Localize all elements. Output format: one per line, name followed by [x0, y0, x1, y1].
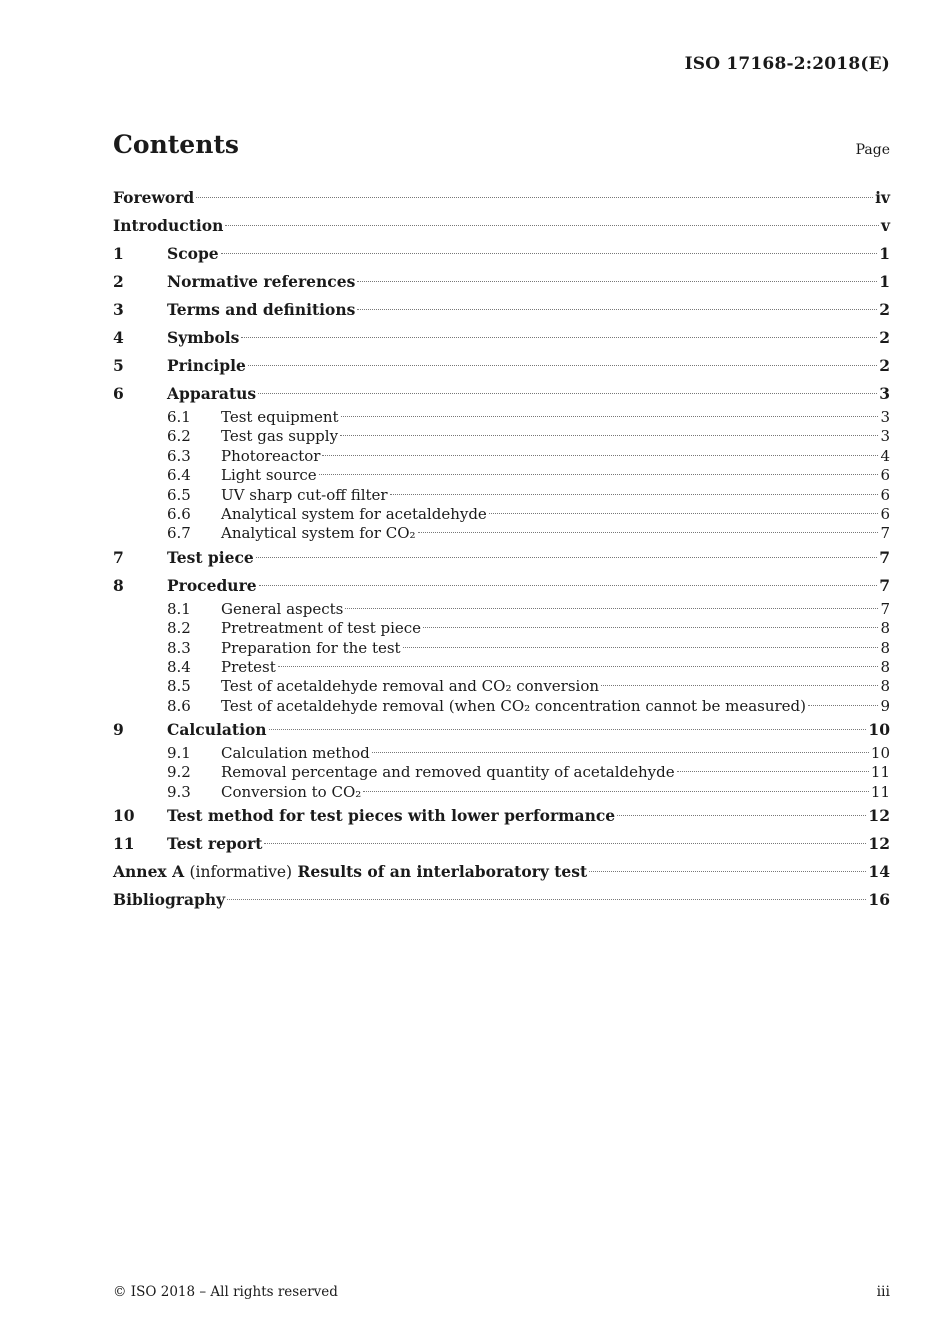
dot-leader — [489, 513, 879, 514]
dot-leader — [258, 393, 877, 394]
toc-entry-number: 8.2 — [167, 619, 191, 638]
toc-entry-page: 11 — [870, 782, 890, 801]
toc-entry-page: 6 — [880, 504, 890, 523]
toc-entry-clause[interactable] — [113, 324, 890, 352]
dot-leader — [390, 494, 879, 495]
toc-entry-number: 8.5 — [167, 677, 191, 696]
document-id: ISO 17168-2:2018(E) — [684, 54, 890, 74]
toc-entry-subclause[interactable] — [113, 505, 890, 524]
dot-leader — [221, 253, 878, 254]
toc-entry-label: Symbols — [167, 328, 240, 347]
toc-entry-clause[interactable] — [113, 268, 890, 296]
toc-entry-label: General aspects — [221, 599, 344, 618]
toc-entry-label: Test piece — [167, 547, 254, 567]
toc-entry-page: 12 — [868, 834, 890, 854]
toc-entry-page: 14 — [868, 862, 890, 882]
dot-leader — [677, 771, 869, 772]
copyright-notice: © ISO 2018 – All rights reserved — [113, 1284, 338, 1300]
toc-entry-label: Test of acetaldehyde removal and CO₂ conversion — [221, 677, 600, 696]
toc-entry-page: 16 — [868, 890, 890, 910]
toc-entry-number: 8.1 — [167, 599, 191, 618]
toc-entry-clause[interactable] — [113, 380, 890, 408]
toc-entry-page: 8 — [880, 638, 890, 657]
toc-entry-page: 10 — [870, 744, 890, 763]
toc-entry-label: Test equipment — [221, 408, 339, 426]
toc-entry-number: 8.4 — [167, 657, 191, 676]
toc-entry-number: 11 — [113, 834, 135, 854]
toc-entry-number: 8.6 — [167, 696, 191, 715]
toc-entry-label: Normative references — [167, 272, 356, 291]
dot-leader — [345, 608, 878, 609]
toc-entry-label: Analytical system for CO₂ — [221, 524, 416, 543]
dot-leader — [363, 791, 869, 792]
toc-clauses — [113, 240, 890, 858]
toc-entry-subclause[interactable] — [113, 639, 890, 658]
dot-leader — [403, 647, 879, 648]
toc-entry-number: 6.2 — [167, 427, 191, 446]
toc-entry-number: 3 — [113, 300, 124, 319]
toc-entry-label: Pretreatment of test piece — [221, 619, 422, 638]
toc-entry-label: Removal percentage and removed quantity of acetaldehyde — [221, 763, 675, 782]
toc-entry-number: 6 — [113, 384, 124, 403]
toc-entry-number: 5 — [113, 356, 124, 375]
toc-entry-number: 4 — [113, 328, 124, 347]
toc-entry-subclause[interactable] — [113, 524, 890, 543]
toc-entry-page: 1 — [879, 272, 890, 291]
toc-entry-label: Apparatus — [167, 384, 257, 403]
toc-heading — [113, 130, 890, 170]
toc-entry-label: Test gas supply — [221, 427, 339, 446]
toc-entry-page: 8 — [880, 677, 890, 696]
toc-entry-subclause[interactable] — [113, 744, 890, 763]
toc-entry-number: 9.3 — [167, 782, 191, 801]
annex-title: Results of an interlaboratory test — [297, 862, 588, 882]
page-number: iii — [876, 1284, 890, 1300]
toc-entry-label: Analytical system for acetaldehyde — [221, 504, 487, 523]
toc-entry-page: 1 — [879, 244, 890, 263]
toc-entry-page: 2 — [879, 300, 890, 319]
dot-leader — [589, 871, 866, 872]
toc-entry-page: 6 — [880, 485, 890, 504]
toc-entry-label: Principle — [167, 356, 246, 375]
toc-entry-number: 6.4 — [167, 466, 191, 485]
toc-entry-page: 10 — [868, 720, 890, 740]
toc-entry-page: 9 — [880, 696, 890, 715]
toc-entry-label: Foreword — [113, 188, 195, 207]
toc-entry-page: 4 — [880, 446, 890, 465]
table-of-contents — [113, 184, 890, 914]
toc-entry-number: 1 — [113, 244, 124, 263]
dot-leader — [372, 752, 869, 753]
toc-entry-clause[interactable] — [113, 352, 890, 380]
toc-entry-annex-a[interactable] — [113, 858, 890, 886]
toc-entry-number: 6.5 — [167, 485, 191, 504]
toc-entry-subclause[interactable] — [113, 619, 890, 638]
toc-entry-clause[interactable] — [113, 240, 890, 268]
toc-entry-label: Test method for test pieces with lower performance — [167, 806, 616, 826]
dot-leader — [319, 474, 879, 475]
toc-entry-label: Introduction — [113, 216, 224, 235]
toc-entry-label: Scope — [167, 244, 219, 263]
toc-entry-page: 7 — [880, 599, 890, 618]
toc-entry-foreword[interactable] — [113, 184, 890, 212]
toc-page-column-label: Page — [855, 142, 890, 158]
dot-leader — [264, 843, 866, 844]
dot-leader — [196, 197, 873, 198]
dot-leader — [617, 815, 866, 816]
toc-entry-number: 7 — [113, 547, 124, 567]
toc-entry-label: Procedure — [167, 575, 257, 595]
toc-entry-number: 8 — [113, 575, 124, 595]
toc-entry-page: 8 — [880, 619, 890, 638]
toc-entry-label: Test of acetaldehyde removal (when CO₂ concentration cannot be measured) — [221, 696, 807, 715]
toc-entry-page: 3 — [880, 408, 890, 426]
toc-entry-number: 6.3 — [167, 446, 191, 465]
toc-entry-bibliography[interactable] — [113, 886, 890, 914]
dot-leader — [269, 729, 867, 730]
toc-entry-number: 10 — [113, 806, 135, 826]
toc-entry-page: 8 — [880, 657, 890, 676]
toc-entry-label: UV sharp cut-off filter — [221, 485, 388, 504]
toc-entry-clause[interactable] — [113, 716, 890, 744]
toc-entry-page: 7 — [879, 547, 890, 567]
toc-entry-label: Preparation for the test — [221, 638, 401, 657]
toc-entry-page: v — [880, 216, 890, 235]
toc-entry-number: 2 — [113, 272, 124, 291]
dot-leader — [340, 435, 878, 436]
dot-leader — [357, 281, 877, 282]
toc-entry-number: 6.6 — [167, 504, 191, 523]
toc-entry-label: Pretest — [221, 657, 276, 676]
toc-entry-number: 8.3 — [167, 638, 191, 657]
toc-entry-subclause[interactable] — [113, 658, 890, 677]
dot-leader — [259, 585, 878, 586]
dot-leader — [256, 557, 877, 558]
toc-entry-label: Bibliography — [113, 890, 226, 910]
dot-leader — [241, 337, 877, 338]
toc-entry-clause[interactable] — [113, 544, 890, 572]
dot-leader — [278, 666, 879, 667]
toc-entry-label: Terms and definitions — [167, 300, 356, 319]
toc-entry-subclause[interactable] — [113, 677, 890, 696]
toc-entry-page: 6 — [880, 466, 890, 485]
toc-title: Contents — [113, 130, 240, 159]
dot-leader — [357, 309, 877, 310]
toc-entry-subclause[interactable] — [113, 600, 890, 619]
toc-entry-subclause[interactable] — [113, 427, 890, 446]
toc-entry-page: 12 — [868, 806, 890, 826]
toc-entry-label: Conversion to CO₂ — [221, 782, 362, 801]
annex-prefix: Annex A — [113, 862, 185, 882]
toc-entry-page: 2 — [879, 356, 890, 375]
toc-entry-clause[interactable] — [113, 296, 890, 324]
toc-entry-clause[interactable] — [113, 572, 890, 600]
toc-entry-page: 7 — [879, 575, 890, 595]
dot-leader — [418, 532, 879, 533]
toc-entry-page: 7 — [880, 524, 890, 543]
toc-entry-page: 11 — [870, 763, 890, 782]
toc-entry-page: iv — [875, 188, 890, 207]
toc-entry-subclause[interactable] — [113, 697, 890, 716]
toc-entry-clause[interactable] — [113, 802, 890, 830]
toc-entry-subclause[interactable] — [113, 486, 890, 505]
toc-entry-subclause[interactable] — [113, 763, 890, 782]
dot-leader — [808, 705, 878, 706]
toc-entry-number: 6.1 — [167, 408, 191, 426]
toc-entry-page: 2 — [879, 328, 890, 347]
toc-entry-label: Test report — [167, 834, 263, 854]
dot-leader — [601, 685, 878, 686]
toc-entry-subclause[interactable] — [113, 466, 890, 485]
dot-leader — [423, 627, 878, 628]
dot-leader — [248, 365, 877, 366]
toc-entry-number: 6.7 — [167, 524, 191, 543]
dot-leader — [341, 416, 879, 417]
toc-entry-subclause[interactable] — [113, 408, 890, 427]
toc-entry-label: Photoreactor — [221, 446, 321, 465]
toc-entry-number: 9 — [113, 720, 124, 740]
toc-entry-introduction[interactable] — [113, 212, 890, 240]
toc-entry-number: 9.1 — [167, 744, 191, 763]
toc-entry-page: 3 — [880, 427, 890, 446]
toc-entry-label: Light source — [221, 466, 317, 485]
annex-qualifier: (informative) — [189, 863, 293, 882]
dot-leader — [225, 225, 879, 226]
toc-entry-label: Calculation method — [221, 744, 370, 763]
toc-entry-subclause[interactable] — [113, 447, 890, 466]
toc-entry-subclause[interactable] — [113, 783, 890, 802]
toc-entry-page: 3 — [879, 384, 890, 403]
dot-leader — [322, 455, 878, 456]
toc-entry-label: Calculation — [167, 720, 267, 740]
toc-entry-number: 9.2 — [167, 763, 191, 782]
dot-leader — [227, 899, 866, 900]
toc-entry-clause[interactable] — [113, 830, 890, 858]
